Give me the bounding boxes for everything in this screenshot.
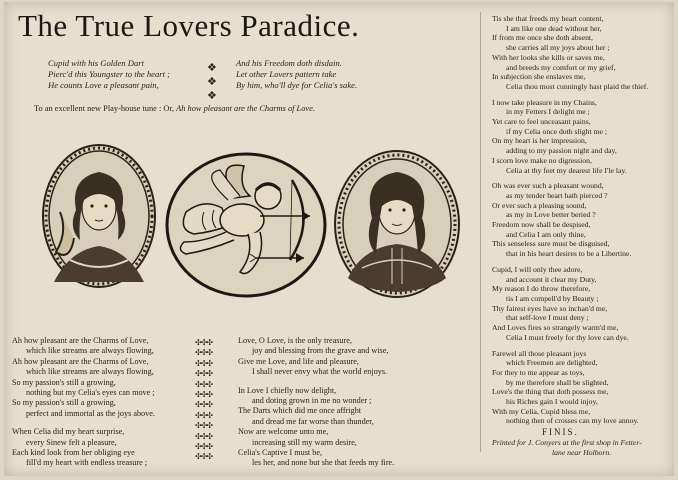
imprint-line: lane near Holborn. (552, 447, 612, 457)
verse-line: In subjection she enslaves me, (492, 72, 586, 82)
verse-line: tis I am compell'd by Beauty ; (506, 293, 599, 303)
verse-line: nothing then of crosses can my love annoy. (506, 416, 639, 426)
verse-line: Farewel all those pleasant joys (492, 348, 587, 358)
verse-line: Ah how pleasant are the Charms of Love, (12, 356, 149, 366)
verse-line: if my Celia once doth slight me ; (506, 126, 607, 136)
fleuron-icon: ❖ (207, 75, 217, 88)
verse-line: In Love I chiefly now delight, (238, 385, 337, 395)
verse-column-middle (238, 336, 394, 476)
verse-line: joy and blessing from the grave and wise, (252, 346, 389, 356)
verse-line: Thy fairest eyes have so inchan'd me, (492, 303, 608, 313)
ornament-icon: ✣✣✣ (195, 452, 213, 462)
verse-line: Celia thou most cunningly hast plaid the thief. (506, 81, 649, 91)
column-divider (480, 12, 481, 452)
verse-line: Love's the thing that doth possess me, (492, 387, 609, 397)
verse-column-left (12, 336, 155, 476)
verse-line: perfect and immortal as the joys above. (26, 408, 155, 418)
verse-line: which like streams are always flowing, (26, 346, 154, 356)
intro-verse-left (48, 58, 170, 92)
ornament-icon: ✣✣✣ (195, 389, 213, 399)
verse-line: she carries all my joys about her ; (506, 43, 610, 53)
fleuron-icon: ❖ (207, 89, 217, 102)
ornament-icon: ✣✣✣ (195, 369, 213, 379)
verse-line: With her looks she kills or saves me, (492, 52, 605, 62)
verse-line: increasing still my warm desire, (252, 437, 357, 447)
man-portrait-woodcut (332, 148, 462, 300)
broadside-sheet (4, 2, 674, 476)
verse-line: And Loves fires so strangely warm'd me, (492, 323, 619, 333)
imprint-line: Printed for J. Conyers at the first shop in Fetter- (492, 437, 642, 447)
ornament-icon: ✣✣✣ (195, 431, 213, 441)
verse-line: and account it clear my Duty, (506, 274, 597, 284)
verse-line: and breeds my comfort or my grief, (506, 62, 616, 72)
intro-line: And his Freedom doth disdain. (236, 58, 342, 68)
intro-ornaments (207, 62, 217, 101)
tune-prefix: To an excellent new Play-house tune : (34, 104, 162, 113)
verse-line: in my Fetters I delight me ; (506, 107, 590, 117)
verse-line: adding to my passion night and day, (506, 146, 617, 156)
verse-line: With my Celia, Cupid bless me, (492, 406, 591, 416)
stanza (238, 336, 394, 378)
stanza (12, 336, 155, 419)
ornament-icon: ✣✣✣ (195, 379, 213, 389)
ornament-icon: ✣✣✣ (195, 400, 213, 410)
verse-line: So my passion's still a growing, (12, 377, 116, 387)
woman-portrait-woodcut (40, 142, 158, 290)
ornament-icon: ✣✣✣ (195, 441, 213, 451)
ornament-icon: ✣✣✣ (195, 338, 213, 347)
verse-line: So my passion's still a growing, (12, 398, 116, 408)
tune-line (34, 104, 315, 113)
tune-name: Ah how pleasant are the Charms of Love. (176, 104, 315, 113)
verse-line: Each kind look from her obliging eye (12, 448, 135, 458)
verse-line: I shall never envy what the world enjoys. (252, 367, 388, 377)
verse-line: Now are welcome unto me, (238, 427, 329, 437)
finis-label: FINIS. (542, 427, 579, 438)
verse-line: Yet care to feel unceasant pains, (492, 117, 591, 127)
verse-line: I now take pleasure in my Chains, (492, 97, 597, 107)
verse-line: Love, O Love, is the only treasure, (238, 336, 352, 345)
verse-line: When Celia did my heart surprise, (12, 427, 125, 437)
stanza (238, 386, 394, 469)
intro-line: He counts Love a pleasant pain, (48, 80, 159, 91)
ornament-icon: ✣✣✣ (195, 348, 213, 358)
verse-line: Celia's Captive I must be, (238, 448, 323, 458)
intro-verse-right (236, 58, 357, 92)
verse-line: My reason I do throw therefore, (492, 284, 591, 294)
stanza (12, 427, 155, 469)
stanza (492, 14, 648, 92)
ornament-icon: ✣✣✣ (195, 358, 213, 368)
verse-line: This senseless sure must be disguised, (492, 239, 610, 249)
intro-line: Cupid with his Golden Dart (48, 58, 144, 68)
verse-line: that self-love I must deny ; (506, 313, 589, 323)
verse-line: that in his heart desires to be a Libertine. (506, 249, 632, 259)
verse-line: Celia I must freely for thy love can dye. (506, 332, 629, 342)
tune-or: Or, (163, 104, 175, 113)
stanza (492, 349, 648, 427)
verse-line: and dread me far worse than thunder, (252, 416, 374, 426)
stanza (492, 265, 648, 343)
verse-column-right (492, 14, 648, 457)
intro-line: Pierc'd this Youngster to the heart ; (48, 69, 170, 80)
verse-line: If from me once she doth absent, (492, 33, 593, 43)
verse-line: which Freemen are delighted, (506, 358, 598, 368)
verse-line: and doting grown in me no wonder ; (252, 396, 372, 406)
verse-line: nothing but my Celia's eyes can move ; (26, 388, 155, 398)
verse-line: Cupid, I will only thee adore, (492, 264, 583, 274)
verse-line: Give me Love, and life and pleasure, (238, 356, 359, 366)
stanza (492, 181, 648, 259)
verse-line: fill'd my heart with endless treasure ; (26, 458, 148, 468)
verse-line: every Sinew felt a pleasure, (26, 437, 117, 447)
ornament-divider (195, 338, 212, 462)
verse-line: I scorn love make no digression, (492, 155, 592, 165)
ballad-title: The True Lovers Paradice. (18, 8, 360, 43)
verse-line: his Riches gain I would injoy, (506, 397, 598, 407)
ornament-icon: ✣✣✣ (195, 421, 213, 431)
verse-line: as my in Love better beried ? (506, 210, 596, 220)
verse-line: On my heart is her impression, (492, 136, 587, 146)
verse-line: Or ever such a pleasing sound, (492, 200, 587, 210)
intro-line: By him, who'll dye for Celia's sake. (236, 80, 358, 91)
verse-line: I am like one dead without her, (506, 23, 602, 33)
verse-line: which like streams are always flowing, (26, 367, 154, 377)
verse-line: Tis she that freeds my heart content, (492, 14, 604, 23)
ornament-icon: ✣✣✣ (195, 410, 213, 420)
cupid-woodcut (164, 150, 328, 300)
verse-line: by me therefore shall be slighted, (506, 377, 609, 387)
verse-line: les her, and none but she that feeds my fire. (252, 458, 395, 468)
verse-line: as my tender heart hath pierced ? (506, 190, 608, 200)
verse-line: Oh was ever such a pleasant wound, (492, 181, 604, 191)
verse-line: Celia at thy feet my dearest life I'le lay. (506, 165, 627, 175)
fleuron-icon: ❖ (207, 61, 217, 74)
verse-line: For they to me appear as toys, (492, 367, 585, 377)
verse-line: Freedom now shall be despised, (492, 220, 591, 230)
stanza (492, 98, 648, 176)
verse-line: The Darts which did me once affright (238, 406, 362, 416)
verse-line: Ah how pleasant are the Charms of Love, (12, 336, 149, 345)
intro-line: Let other Lovers pattern take (236, 69, 337, 80)
verse-line: and Celia I am only thine, (506, 229, 586, 239)
